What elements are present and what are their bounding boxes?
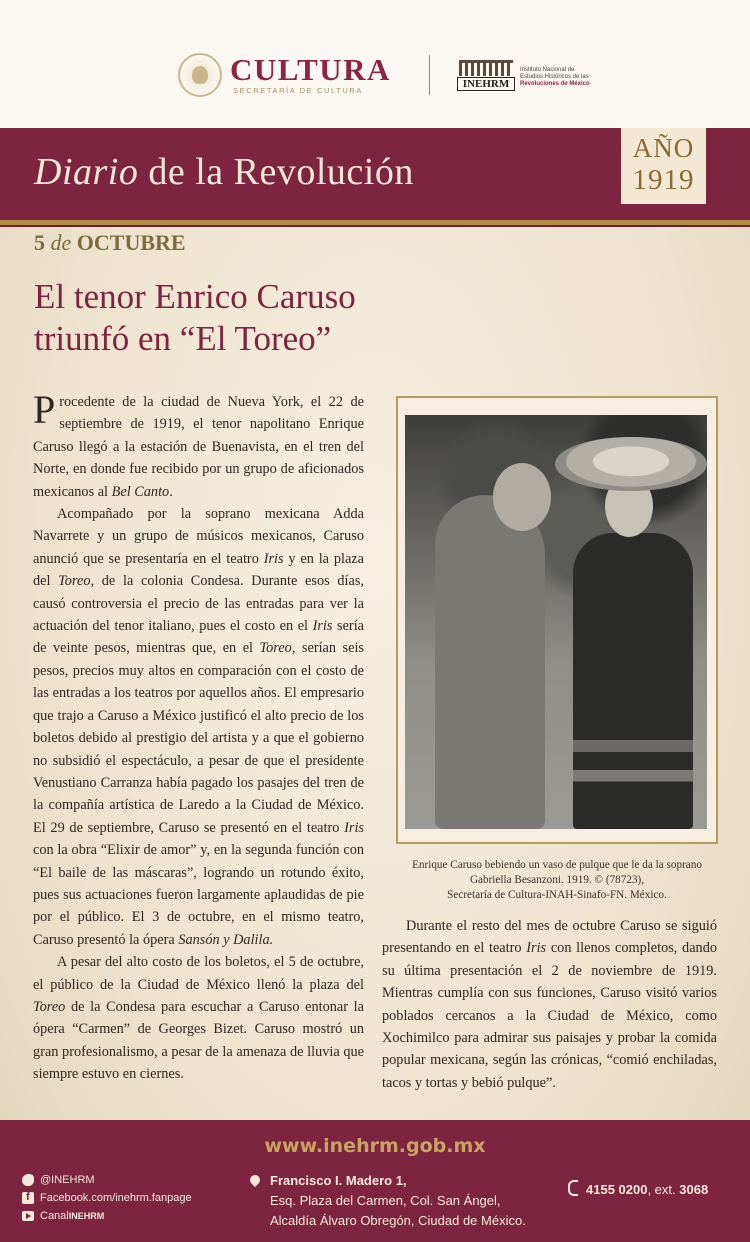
national-seal-icon <box>178 53 222 97</box>
social-links <box>22 1171 192 1225</box>
phone-icon <box>568 1180 578 1196</box>
caption-line: Secretaría de Cultura-INAH-Sinafo-FN. México. <box>447 889 667 901</box>
twitter-handle: @INEHRM <box>40 1174 95 1186</box>
emphasis-text: Iris <box>526 940 547 957</box>
caption-line: Enrique Caruso bebiendo un vaso de pulque que le da la soprano <box>412 859 702 871</box>
photo-caption <box>382 858 732 903</box>
phone-ext-label: , ext. <box>647 1182 680 1197</box>
historical-photo <box>405 415 707 829</box>
article-paragraph <box>33 951 364 1085</box>
year-box <box>621 128 706 204</box>
year-label: AÑO <box>632 133 695 163</box>
building-icon <box>459 60 513 76</box>
paragraph-text: de la Condesa para escuchar a Caruso entonar la ópera “Carmen” de Georges Bizet. Caruso mostró un gran profesionalismo, a pesar de la amenaza de lluvia que siempre estuvo en ciernes. <box>33 998 364 1083</box>
youtube-label: Canal <box>40 1210 69 1222</box>
inehrm-logo <box>457 58 515 90</box>
phone-number: 4155 0200 <box>586 1182 648 1197</box>
paragraph-text: y en la plaza del <box>33 550 364 590</box>
inehrm-name-line: Instituto Nacional de <box>520 67 575 73</box>
photo-sombrero <box>555 437 707 491</box>
emphasis-text: Toreo <box>33 998 66 1015</box>
headline-line: triunfó en “El Toreo” <box>34 319 332 358</box>
inehrm-logo-label: INEHRM <box>457 77 515 91</box>
emphasis-text: Bel Canto <box>111 483 170 500</box>
headline-line: El tenor Enrico Caruso <box>34 277 356 316</box>
rule <box>0 225 750 227</box>
series-title <box>34 150 414 194</box>
photo-figure-woman <box>573 533 693 829</box>
address-line: Alcaldía Álvaro Obregón, Ciudad de México. <box>270 1213 526 1228</box>
emphasis-text: Iris <box>263 550 284 567</box>
paragraph-text: serían seis pesos, precios muy altos en comparación con el costo de las entradas a los teatros por aquellos años. El empresario que trajo a Caruso a México justificó el alto precio de los boletos debido al prestigio del artista y a que el gobierno no subsidió el espectáculo, a pesar de que el presidente Venustiano Carranza había pagado los pasajes del tren de la compañía artística de Laredo a la Ciudad de México. El 29 de septiembre, Caruso se presentó en el teatro <box>33 640 364 836</box>
inehrm-full-name <box>520 67 610 88</box>
twitter-icon <box>22 1174 34 1186</box>
paragraph-text: con la obra “Elixir de amor” y, en la segunda función con “El baile de las máscaras”, logrando un rotundo éxito, pues sus actuaciones fueron largamente aplaudidas de pie por el público. El 3 de octubre, en el mismo teatro, Caruso presentó la ópera <box>33 842 364 948</box>
date-day: 5 <box>34 230 45 255</box>
paragraph-text: rocedente de la ciudad de Nueva York, el 22 de septiembre de 1919, el tenor napolitano Enrique Caruso llegó a la estación de Buenavista, en el tren del Norte, en donde fue recibido por un grupo de aficionados mexicanos al <box>33 394 364 500</box>
emphasis-text: Iris <box>344 819 364 836</box>
paragraph-text: Acompañado por la soprano mexicana Adda Navarrete y un grupo de músicos mexicanos, Caruso anunció que se presentaría en el teatro <box>33 506 364 567</box>
twitter-link[interactable] <box>22 1171 192 1189</box>
year-value: 1919 <box>632 164 695 196</box>
article-paragraph <box>33 387 364 503</box>
caption-line: Gabriella Besanzoni. 1919. © (78723), <box>469 874 645 886</box>
website-link[interactable]: www.inehrm.gob.mx <box>264 1135 486 1157</box>
emphasis-text: Sansón y Dalila. <box>178 931 274 948</box>
paragraph-text: con llenos completos, dando su última presentación el 2 de noviembre de 1919. Mientras cumplía con sus funciones, Caruso visitó varios poblados cercanos a la Ciudad de México, como Xochimilco para admirar sus paisajes y probar la comida popular mexicana, según las crónicas, “comió enchiladas, tacos y tortas y bebió pulque”. <box>382 940 718 1091</box>
date-month: OCTUBRE <box>76 230 186 255</box>
phone-ext: 3068 <box>679 1182 709 1197</box>
photo-figure-man <box>435 495 545 829</box>
article-column-left <box>33 387 365 1086</box>
emphasis-text: Toreo, <box>259 640 296 657</box>
youtube-link[interactable] <box>22 1207 192 1225</box>
article-paragraph <box>33 503 364 951</box>
inehrm-name-line: Revoluciones de México <box>520 81 590 87</box>
facebook-handle: Facebook.com/inehrm.fanpage <box>40 1192 192 1204</box>
paragraph-text: , de la colonia Condesa. Durante esos días, causó controversia el precio de las entradas para ver la actuación del tenor italiano, pues el costo en el <box>33 573 364 635</box>
article-paragraph <box>382 915 717 1094</box>
issue-date <box>34 230 186 256</box>
youtube-icon <box>22 1211 34 1221</box>
series-title-italic: Diario <box>34 151 139 193</box>
address <box>250 1171 570 1231</box>
emphasis-text: Toreo <box>58 573 91 590</box>
date-de: de <box>50 230 72 255</box>
emphasis-text: Iris <box>312 618 333 635</box>
paragraph-text: Durante el resto del mes de octubre Caruso se siguió presentando en el teatro <box>382 918 717 957</box>
inehrm-name-line: Estudios Históricos de las <box>520 74 589 80</box>
cultura-logo-subtitle: SECRETARÍA DE CULTURA <box>233 86 364 95</box>
article-headline <box>34 276 594 360</box>
address-line: Esq. Plaza del Carmen, Col. San Ángel, <box>270 1193 501 1208</box>
paragraph-text: . <box>169 483 173 500</box>
logo-divider <box>429 55 430 95</box>
facebook-icon <box>22 1192 34 1204</box>
youtube-channel: INEHRM <box>68 1211 105 1221</box>
logo-header <box>0 0 750 128</box>
paragraph-text: A pesar del alto costo de los boletos, el 5 de octubre, el público de la Ciudad de México llenó la plaza del <box>33 954 364 993</box>
address-line: Francisco I. Madero 1, <box>270 1173 407 1188</box>
cultura-logo-text: CULTURA <box>230 52 391 87</box>
article-column-right <box>382 915 717 1094</box>
photo-figure-man-head <box>493 463 551 531</box>
facebook-link[interactable] <box>22 1189 192 1207</box>
series-title-rest: de la Revolución <box>138 151 414 193</box>
phone-contact <box>568 1180 708 1197</box>
paragraph-text: sería de veinte pesos, mientras que, en el <box>33 618 365 657</box>
drop-cap: P <box>33 387 56 432</box>
